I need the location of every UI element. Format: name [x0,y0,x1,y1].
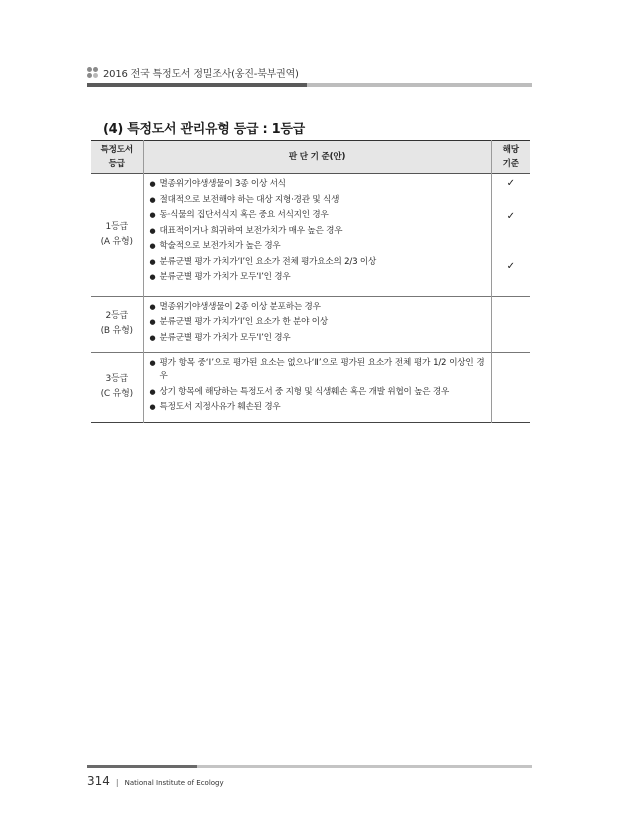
checkmark-icon [492,276,531,293]
criterion-item [150,357,485,383]
institution-name: National Institute of Ecology [124,779,224,787]
criterion-text: 분류군별 평가 가치가 모두‘Ⅰ’인 경우 [159,332,291,343]
grade-cell: 1등급 (A 유형) [91,174,143,297]
header-dot [93,73,98,78]
header-applicable: 해당 기준 [491,141,530,174]
bullet-icon: ● [149,403,156,411]
criterion-text: 특정도서 지정사유가 훼손된 경우 [159,402,281,412]
grade-criteria-table [91,140,530,423]
bullet-icon: ● [149,387,156,396]
table-row [91,296,530,353]
page-number: 314 [87,774,110,788]
footer-rule [87,765,532,768]
applicable-cell [491,353,530,423]
header-dots-icon [87,67,98,78]
criterion-item [150,301,485,314]
criterion-text: 분류군별 평가 가치가‘Ⅰ’인 요소가 한 분야 이상 [159,317,328,327]
applicable-cell [491,296,530,353]
criterion-text: 멸종위기야생생물이 3종 이상 서식 [159,179,286,189]
footer-separator: | [115,778,119,787]
bullet-icon: ● [149,273,156,281]
checkmark-icon [492,300,531,317]
criterion-item [150,240,485,253]
table-row [91,174,530,297]
criterion-item [150,332,485,345]
criterion-item [150,401,485,414]
bullet-icon: ● [149,180,156,188]
checkmark-icon [492,356,531,386]
checkmark-icon [492,402,531,419]
section-title: (4) 특정도서 관리유형 등급 : 1등급 [103,122,305,137]
grade-cell: 2등급 (B 유형) [91,296,143,353]
criterion-item [150,271,485,284]
page-footer [87,765,532,788]
bullet-icon: ● [149,195,156,204]
checkmark-icon [492,227,531,244]
bullet-icon: ● [149,257,156,266]
bullet-icon: ● [149,242,156,250]
criterion-text: 평가 항목 중‘Ⅰ’으로 평가된 요소는 없으나‘Ⅱ’으로 평가된 요소가 전체 평가 1/2 이상인 경우 [159,358,485,381]
header-grade: 특정도서 등급 [91,141,143,174]
criteria-cell [143,296,491,353]
checkmark-icon [492,194,531,211]
bullet-icon: ● [149,211,156,219]
header-criteria: 판 단 기 준(안) [143,141,491,174]
criterion-item [150,386,485,399]
running-header [87,64,532,87]
criterion-text: 대표적이거나 희귀하여 보전가치가 매우 높은 경우 [159,225,343,236]
criterion-item [150,316,485,329]
criterion-item [150,225,485,238]
table-row [91,353,530,423]
criterion-text: 상기 항목에 해당하는 특정도서 중 지형 및 식생훼손 혹은 개발 위협이 높은 경우 [159,386,450,397]
bullet-icon: ● [149,318,156,326]
criterion-text: 절대적으로 보전해야 하는 대상 지형·경관 및 식생 [159,194,340,205]
header-dot [87,73,92,78]
checkmark-icon: ✓ [506,211,515,222]
checkmark-icon [492,333,531,350]
header-title: 2016 전국 특정도서 정밀조사(옹진-북부권역) [103,68,299,80]
criterion-item [150,256,485,269]
criterion-text: 멸종위기야생생물이 2종 이상 분포하는 경우 [159,301,321,312]
bullet-icon: ● [149,359,156,367]
header-dot [93,67,98,72]
header-dot [87,67,92,72]
checkmark-icon: ✓ [506,178,515,189]
bullet-icon: ● [149,302,156,311]
criterion-text: 분류군별 평가 가치가 모두‘Ⅰ’인 경우 [159,272,291,282]
checkmark-icon [492,243,531,260]
bullet-icon: ● [149,226,156,235]
checkmark-icon [492,386,531,403]
criterion-text: 동·식물의 집단서식지 혹은 중요 서식지인 경우 [159,210,329,220]
criterion-item [150,178,485,191]
table-header-row [91,141,530,174]
grade-cell: 3등급 (C 유형) [91,353,143,423]
criteria-cell [143,353,491,423]
criteria-cell [143,174,491,297]
checkmark-icon [492,316,531,333]
checkmark-icon: ✓ [506,260,515,272]
criterion-item [150,194,485,207]
criterion-text: 학술적으로 보전가치가 높은 경우 [159,241,281,251]
criterion-item [150,209,485,222]
header-rule [87,83,532,87]
bullet-icon: ● [149,333,156,342]
applicable-cell [491,174,530,297]
criterion-text: 분류군별 평가 가치가‘Ⅰ’인 요소가 전체 평가요소의 2/3 이상 [159,256,377,267]
